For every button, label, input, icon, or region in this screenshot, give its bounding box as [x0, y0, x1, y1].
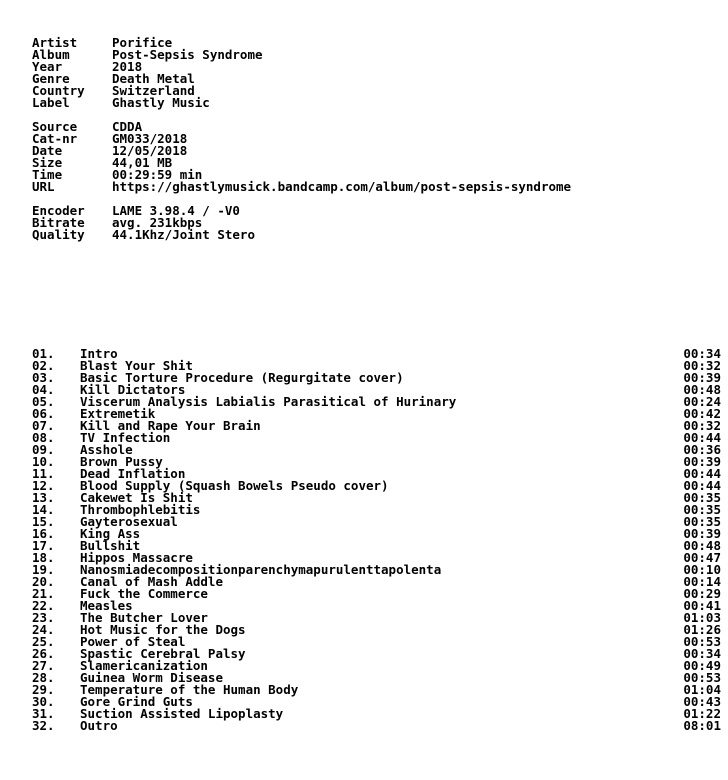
track-number: 26.	[32, 646, 55, 661]
track-title: Blast Your Shit	[80, 358, 193, 373]
info-value: 2018	[112, 59, 143, 74]
track-duration: 00:41	[683, 598, 721, 613]
track-duration: 00:39	[683, 526, 721, 541]
track-title: Gore Grind Guts	[80, 694, 193, 709]
track-number: 10.	[32, 454, 55, 469]
info-key: Date	[32, 143, 63, 158]
info-key: Artist	[32, 35, 78, 50]
track-duration: 01:26	[683, 622, 721, 637]
track-row	[32, 432, 721, 444]
track-title: Power of Steal	[80, 634, 186, 649]
info-value: Post-Sepsis Syndrome	[112, 47, 263, 62]
track-duration: 00:42	[683, 406, 721, 421]
track-number: 09.	[32, 442, 55, 457]
track-title: The Butcher Lover	[80, 610, 208, 625]
track-number: 32.	[32, 718, 55, 733]
info-value: 44,01 MB	[112, 155, 173, 170]
track-number: 28.	[32, 670, 55, 685]
track-title: Asshole	[80, 442, 133, 457]
info-key: Quality	[32, 227, 85, 242]
release-info	[32, 37, 721, 253]
info-value: avg. 231kbps	[112, 215, 203, 230]
track-duration: 08:01	[683, 718, 721, 733]
info-key: Source	[32, 119, 78, 134]
track-duration: 00:29	[683, 586, 721, 601]
track-title: Viscerum Analysis Labialis Parasitical of Hurinary	[80, 394, 457, 409]
info-key: Time	[32, 167, 63, 182]
track-duration: 01:22	[683, 706, 721, 721]
track-number: 11.	[32, 466, 55, 481]
track-duration: 00:49	[683, 658, 721, 673]
track-duration: 00:39	[683, 454, 721, 469]
track-title: Fuck the Commerce	[80, 586, 208, 601]
info-key: Label	[32, 95, 70, 110]
track-duration: 00:43	[683, 694, 721, 709]
track-duration: 00:44	[683, 466, 721, 481]
track-title: Nanosmiadecompositionparenchymapurulenttapolenta	[80, 562, 442, 577]
track-title: Kill and Rape Your Brain	[80, 418, 261, 433]
track-number: 30.	[32, 694, 55, 709]
track-number: 21.	[32, 586, 55, 601]
track-number: 22.	[32, 598, 55, 613]
track-number: 03.	[32, 370, 55, 385]
track-number: 05.	[32, 394, 55, 409]
track-number: 08.	[32, 430, 55, 445]
track-duration: 00:53	[683, 634, 721, 649]
track-duration: 00:34	[683, 346, 721, 361]
track-row	[32, 588, 721, 600]
track-title: King Ass	[80, 526, 141, 541]
track-title: Temperature of the Human Body	[80, 682, 299, 697]
track-duration: 00:35	[683, 490, 721, 505]
info-row-quality	[32, 229, 721, 241]
track-number: 16.	[32, 526, 55, 541]
info-value: GM033/2018	[112, 131, 188, 146]
info-key: Encoder	[32, 203, 85, 218]
info-row-url	[32, 181, 721, 193]
track-duration: 00:35	[683, 502, 721, 517]
info-value: Death Metal	[112, 71, 195, 86]
track-title: Brown Pussy	[80, 454, 163, 469]
track-duration: 00:34	[683, 646, 721, 661]
track-duration: 00:10	[683, 562, 721, 577]
track-title: Basic Torture Procedure (Regurgitate cover)	[80, 370, 404, 385]
track-number: 31.	[32, 706, 55, 721]
track-duration: 00:32	[683, 418, 721, 433]
track-duration: 00:35	[683, 514, 721, 529]
track-number: 06.	[32, 406, 55, 421]
track-number: 27.	[32, 658, 55, 673]
track-number: 14.	[32, 502, 55, 517]
info-value: https://ghastlymusick.bandcamp.com/album/post-sepsis-syndrome	[112, 179, 572, 194]
track-duration: 01:03	[683, 610, 721, 625]
track-number: 04.	[32, 382, 55, 397]
track-number: 17.	[32, 538, 55, 553]
info-value: Switzerland	[112, 83, 195, 98]
track-duration: 00:39	[683, 370, 721, 385]
track-duration: 00:36	[683, 442, 721, 457]
info-block-encoding	[32, 205, 721, 241]
track-duration: 00:14	[683, 574, 721, 589]
track-title: Spastic Cerebral Palsy	[80, 646, 246, 661]
track-number: 19.	[32, 562, 55, 577]
track-duration: 00:48	[683, 538, 721, 553]
track-title: Hippos Massacre	[80, 550, 193, 565]
track-number: 24.	[32, 622, 55, 637]
track-number: 12.	[32, 478, 55, 493]
track-title: Intro	[80, 346, 118, 361]
track-title: Outro	[80, 718, 118, 733]
track-row	[32, 720, 721, 732]
track-title: Measles	[80, 598, 133, 613]
info-block-album	[32, 37, 721, 109]
track-number: 01.	[32, 346, 55, 361]
track-duration: 00:32	[683, 358, 721, 373]
track-title: Extremetik	[80, 406, 156, 421]
track-number: 13.	[32, 490, 55, 505]
track-title: TV Infection	[80, 430, 171, 445]
info-value: LAME 3.98.4 / -V0	[112, 203, 240, 218]
tracklist	[32, 348, 721, 732]
info-key: Genre	[32, 71, 70, 86]
track-title: Canal of Mash Addle	[80, 574, 223, 589]
info-value: 12/05/2018	[112, 143, 188, 158]
track-duration: 00:48	[683, 382, 721, 397]
info-value: 00:29:59 min	[112, 167, 203, 182]
info-key: Bitrate	[32, 215, 85, 230]
info-key: Year	[32, 59, 63, 74]
info-key: URL	[32, 179, 55, 194]
track-title: Cakewet Is Shit	[80, 490, 193, 505]
track-row	[32, 708, 721, 720]
track-duration: 00:24	[683, 394, 721, 409]
track-number: 23.	[32, 610, 55, 625]
track-duration: 00:47	[683, 550, 721, 565]
info-block-source	[32, 121, 721, 193]
track-duration: 00:44	[683, 430, 721, 445]
track-title: Kill Dictators	[80, 382, 186, 397]
track-number: 02.	[32, 358, 55, 373]
track-title: Guinea Worm Disease	[80, 670, 223, 685]
track-title: Blood Supply (Squash Bowels Pseudo cover)	[80, 478, 389, 493]
info-row-label	[32, 97, 721, 109]
track-number: 15.	[32, 514, 55, 529]
info-value: Porifice	[112, 35, 173, 50]
info-key: Size	[32, 155, 63, 170]
track-title: Thrombophlebitis	[80, 502, 201, 517]
track-number: 25.	[32, 634, 55, 649]
info-value: CDDA	[112, 119, 143, 134]
track-title: Dead Inflation	[80, 466, 186, 481]
info-value: Ghastly Music	[112, 95, 210, 110]
info-key: Country	[32, 83, 85, 98]
track-number: 29.	[32, 682, 55, 697]
track-title: Hot Music for the Dogs	[80, 622, 246, 637]
track-duration: 00:53	[683, 670, 721, 685]
track-title: Slamericanization	[80, 658, 208, 673]
track-number: 18.	[32, 550, 55, 565]
info-key: Album	[32, 47, 70, 62]
info-key: Cat-nr	[32, 131, 78, 146]
track-number: 20.	[32, 574, 55, 589]
track-duration: 00:44	[683, 478, 721, 493]
info-value: 44.1Khz/Joint Stero	[112, 227, 255, 242]
track-number: 07.	[32, 418, 55, 433]
track-title: Gayterosexual	[80, 514, 178, 529]
track-duration: 01:04	[683, 682, 721, 697]
track-title: Bullshit	[80, 538, 141, 553]
track-title: Suction Assisted Lipoplasty	[80, 706, 284, 721]
